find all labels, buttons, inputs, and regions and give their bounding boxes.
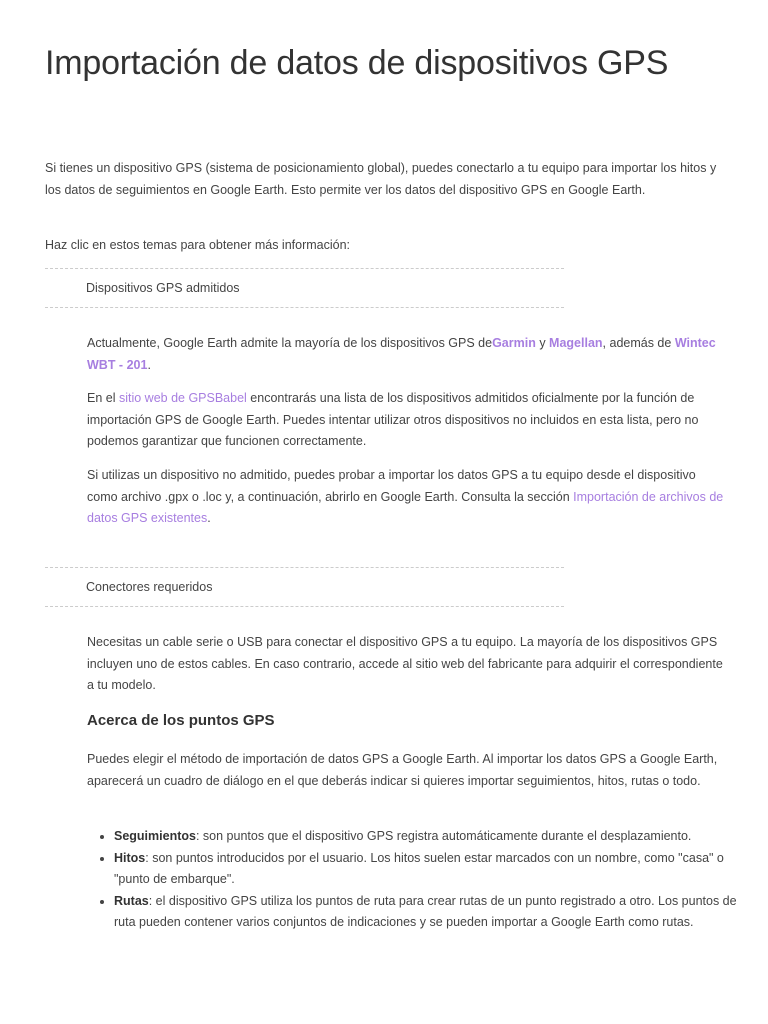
topics-intro: Haz clic en estos temas para obtener más información:: [45, 238, 350, 252]
text-segment: y: [535, 336, 550, 350]
text-segment: .: [147, 357, 151, 372]
import-existing-files-link[interactable]: Importación de archivos de datos GPS existentes: [87, 489, 724, 525]
gpsbabel-link[interactable]: sitio web de GPSBabel: [118, 391, 247, 405]
list-term: Rutas: [114, 893, 149, 908]
text-segment: , además de: [602, 336, 675, 350]
divider: [45, 268, 564, 269]
text-segment: Actualmente, Google Earth admite la mayoría de los dispositivos GPS de: [87, 336, 493, 350]
list-term: Hitos: [114, 850, 146, 865]
list-item: [114, 891, 754, 934]
gps-points-paragraph: Puedes elegir el método de importación de datos GPS a Google Earth. Al importar los datos GPS a Google Earth, aparecerá un cuadro de diálogo en el que deberás indicar si quieres importar seguimientos, hitos, rutas o todo.: [87, 752, 718, 788]
list-text: : son puntos introducidos por el usuario. Los hitos suelen estar marcados con un nombre, como "casa" o "punto de embarque".: [114, 850, 724, 886]
supported-devices-paragraph: [87, 333, 727, 376]
text-segment: En el: [87, 391, 119, 405]
section-toggle-connectors[interactable]: Conectores requeridos: [86, 580, 213, 594]
connectors-paragraph: Necesitas un cable serie o USB para conectar el dispositivo GPS a tu equipo. La mayoría de los dispositivos GPS incluyen uno de estos cables. En caso contrario, accede al sitio web del fabricante para adquirir el correspondiente a tu modelo.: [87, 635, 723, 692]
list-text: : son puntos que el dispositivo GPS registra automáticamente durante el desplazamiento.: [195, 829, 692, 843]
garmin-link[interactable]: Garmin: [492, 336, 536, 350]
list-item: [114, 826, 754, 848]
text-segment: encontrarás una lista de los dispositivos admitidos oficialmente por la función de importación GPS de Google Earth. Puedes intentar utilizar otros dispositivos no incluidos en esta lista, pero no podemos garantizar que funcionen correctamente.: [87, 391, 699, 448]
magellan-link[interactable]: Magellan: [549, 336, 603, 350]
list-item: [114, 848, 754, 891]
text-segment: .: [207, 511, 211, 525]
gps-points-list: [87, 826, 754, 934]
gpsbabel-paragraph: [87, 388, 727, 453]
gps-points-heading: Acerca de los puntos GPS: [87, 712, 275, 729]
section-toggle-supported-devices[interactable]: Dispositivos GPS admitidos: [86, 281, 240, 295]
unsupported-device-paragraph: [87, 465, 727, 530]
list-text: : el dispositivo GPS utiliza los puntos de ruta para crear rutas de un punto registrado a otro. Los puntos de ruta pueden contener varios conjuntos de indicaciones y se pueden importar a Google Earth como rutas.: [114, 893, 737, 929]
intro-paragraph: Si tienes un dispositivo GPS (sistema de posicionamiento global), puedes conectarlo a tu equipo para importar los hitos y los datos de seguimientos en Google Earth. Esto permite ver los datos del dispositivo GPS en Google Earth.: [45, 161, 717, 197]
divider: [45, 307, 564, 308]
divider: [45, 606, 564, 607]
list-term: Seguimientos: [114, 829, 196, 843]
page-title: Importación de datos de dispositivos GPS: [45, 44, 669, 82]
divider: [45, 567, 564, 568]
wintec-link[interactable]: Wintec WBT - 201: [87, 336, 716, 372]
text-segment: Si utilizas un dispositivo no admitido, puedes probar a importar los datos GPS a tu equipo desde el dispositivo como archivo .gpx o .loc y, a continuación, abrirlo en Google Earth. Consulta la sección: [87, 468, 696, 504]
